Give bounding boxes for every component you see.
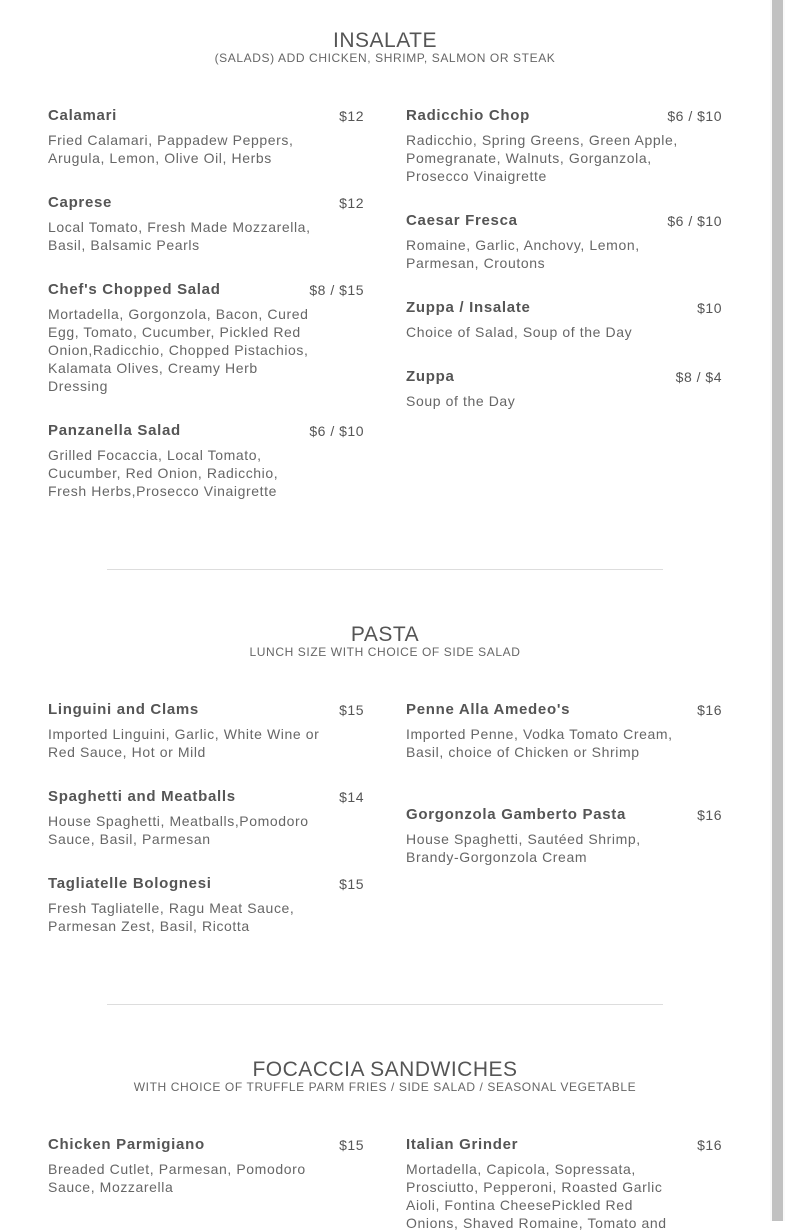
item-name: Zuppa — [406, 368, 455, 385]
item-price: $16 — [697, 702, 722, 718]
section-subtitle-focaccia-sandwiches: WITH CHOICE OF TRUFFLE PARM FRIES / SIDE SALAD / SEASONAL VEGETABLE — [133, 1080, 637, 1094]
item-name: Chef's Chopped Salad — [48, 281, 221, 298]
section-divider — [107, 569, 663, 570]
item-description: Mortadella, Capicola, Sopressata, Prosciutto, Pepperoni, Roasted Garlic Aioli, Fontina CheesePickled Red Onions, Shaved Romaine, Tomato and — [406, 1161, 667, 1231]
item-name: Radicchio Chop — [406, 107, 530, 124]
item-description: Choice of Salad, Soup of the Day — [406, 324, 633, 340]
item-price: $14 — [339, 789, 364, 805]
item-description: Breaded Cutlet, Parmesan, Pomodoro Sauce, Mozzarella — [48, 1161, 306, 1195]
item-name: Tagliatelle Bolognesi — [48, 875, 212, 892]
item-price: $6 / $10 — [309, 423, 364, 439]
item-price: $15 — [339, 1137, 364, 1153]
item-price: $15 — [339, 876, 364, 892]
item-description: Romaine, Garlic, Anchovy, Lemon, Parmesan, Croutons — [406, 237, 640, 271]
item-name: Calamari — [48, 107, 117, 124]
item-description: Soup of the Day — [406, 393, 516, 409]
item-description: House Spaghetti, Meatballs,Pomodoro Sauce, Basil, Parmesan — [48, 813, 309, 847]
section-title-pasta: PASTA — [350, 623, 420, 646]
item-description: Grilled Focaccia, Local Tomato, Cucumber, Red Onion, Radicchio, Fresh Herbs,Prosecco Vinaigrette — [48, 447, 279, 499]
item-name: Spaghetti and Meatballs — [48, 788, 236, 805]
section-divider — [107, 1004, 663, 1005]
item-price: $10 — [697, 300, 722, 316]
item-name: Caesar Fresca — [406, 212, 518, 229]
item-description: Local Tomato, Fresh Made Mozzarella, Basil, Balsamic Pearls — [48, 219, 311, 253]
item-description: Imported Linguini, Garlic, White Wine or Red Sauce, Hot or Mild — [48, 726, 320, 760]
item-description: Imported Penne, Vodka Tomato Cream, Basil, choice of Chicken or Shrimp — [406, 726, 673, 760]
item-price: $6 / $10 — [667, 108, 722, 124]
item-price: $8 / $4 — [675, 369, 722, 385]
section-subtitle-insalate: (SALADS) ADD CHICKEN, SHRIMP, SALMON OR STEAK — [214, 51, 556, 65]
item-price: $12 — [339, 195, 364, 211]
item-price: $16 — [697, 807, 722, 823]
item-name: Caprese — [48, 194, 113, 211]
item-name: Chicken Parmigiano — [48, 1136, 205, 1153]
item-name: Panzanella Salad — [48, 422, 181, 439]
item-name: Linguini and Clams — [48, 701, 199, 718]
item-description: Fried Calamari, Pappadew Peppers, Arugula, Lemon, Olive Oil, Herbs — [48, 132, 294, 166]
item-name: Gorgonzola Gamberto Pasta — [406, 806, 627, 823]
section-title-focaccia-sandwiches: FOCACCIA SANDWICHES — [252, 1058, 518, 1081]
section-title-insalate: INSALATE — [333, 29, 437, 52]
item-price: $6 / $10 — [667, 213, 722, 229]
item-name: Zuppa / Insalate — [406, 299, 531, 316]
item-price: $12 — [339, 108, 364, 124]
item-description: Fresh Tagliatelle, Ragu Meat Sauce, Parmesan Zest, Basil, Ricotta — [48, 900, 295, 934]
item-description: Mortadella, Gorgonzola, Bacon, Cured Egg, Tomato, Cucumber, Pickled Red Onion,Radicchio, Chopped Pistachios, Kalamata Olives, Creamy Herb Dressing — [48, 306, 309, 394]
item-price: $8 / $15 — [309, 282, 364, 298]
item-price: $15 — [339, 702, 364, 718]
scrollbar-thumb[interactable] — [772, 0, 783, 1221]
item-description: House Spaghetti, Sautéed Shrimp, Brandy-Gorgonzola Cream — [406, 831, 641, 865]
item-name: Penne Alla Amedeo's — [406, 701, 571, 718]
item-name: Italian Grinder — [406, 1136, 519, 1153]
item-price: $16 — [697, 1137, 722, 1153]
item-description: Radicchio, Spring Greens, Green Apple, Pomegranate, Walnuts, Gorganzola, Prosecco Vinaigrette — [406, 132, 678, 184]
section-subtitle-pasta: LUNCH SIZE WITH CHOICE OF SIDE SALAD — [249, 645, 521, 659]
